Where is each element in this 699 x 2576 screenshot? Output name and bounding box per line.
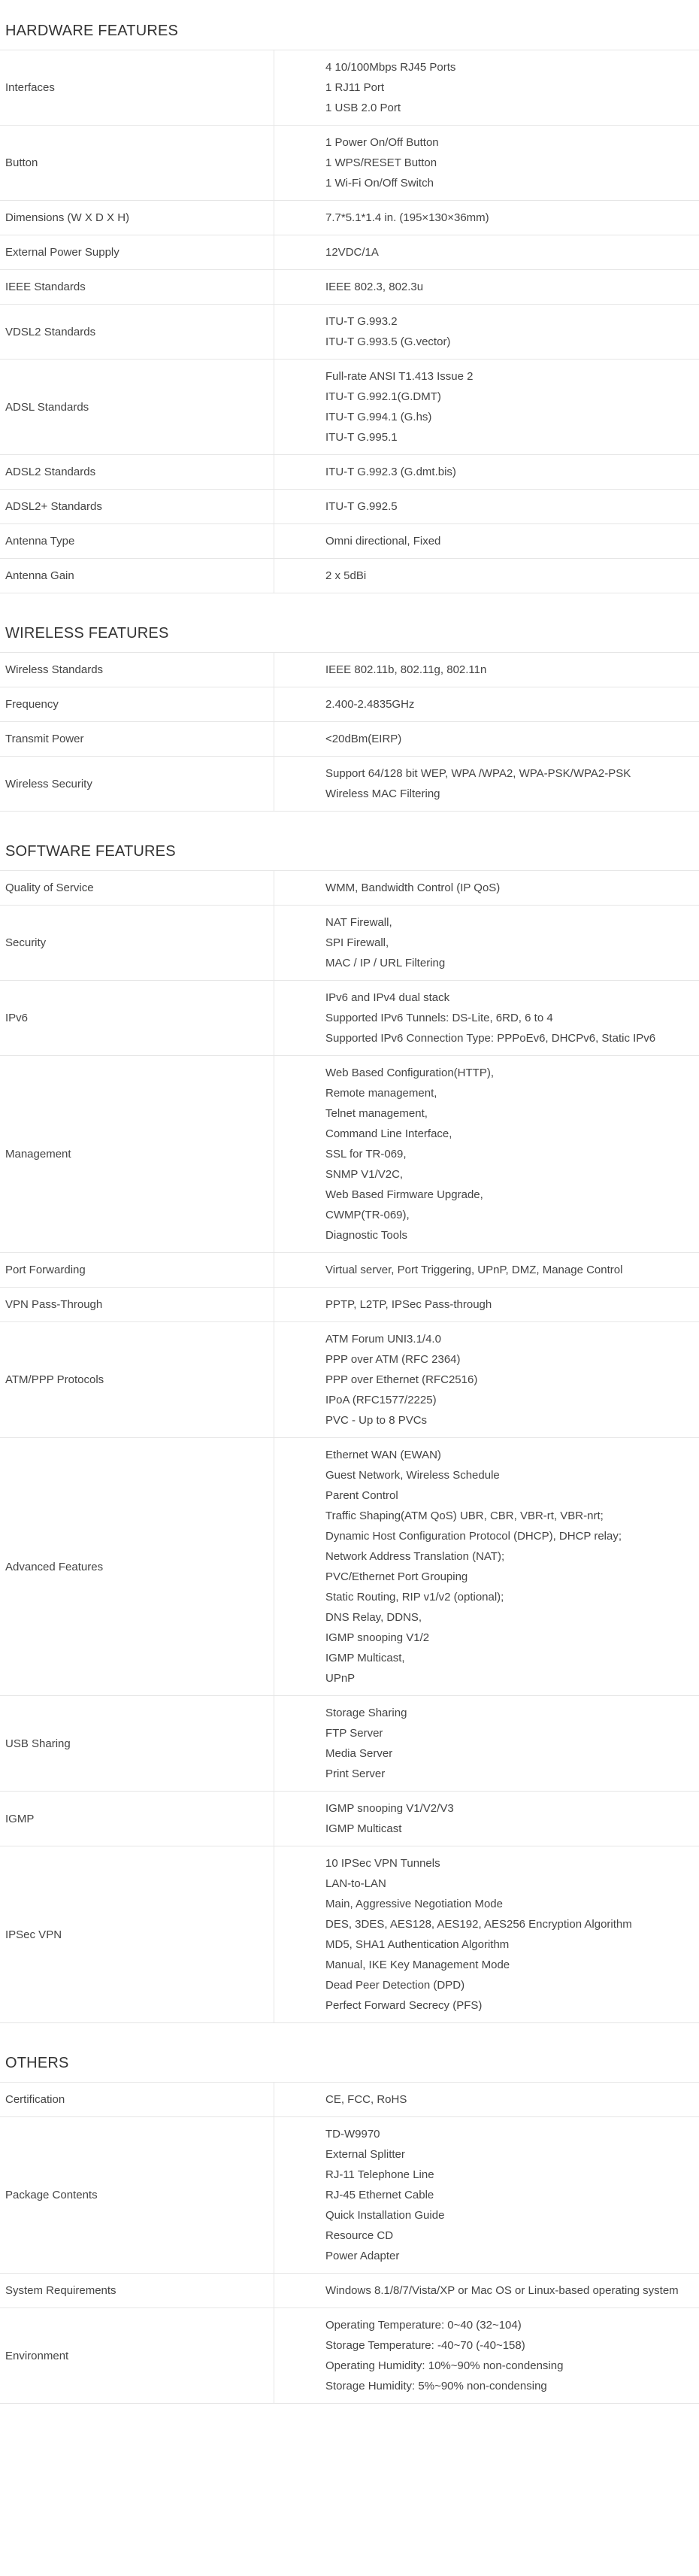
spec-label: Wireless Security [0, 757, 274, 812]
spec-value [274, 270, 699, 305]
spec-value-line: Diagnostic Tools [325, 1229, 407, 1242]
spec-value-line: Storage Temperature: -40~70 (-40~158) [325, 2339, 525, 2352]
spec-value-line: 2.400-2.4835GHz [325, 698, 415, 711]
spec-value [274, 559, 699, 593]
spec-row [0, 126, 699, 201]
spec-row [0, 455, 699, 490]
spec-row [0, 2274, 699, 2308]
spec-value-line: 1 RJ11 Port [325, 81, 385, 94]
spec-value-line: WMM, Bandwidth Control (IP QoS) [325, 881, 501, 894]
spec-row [0, 981, 699, 1056]
spec-value [274, 1846, 699, 2023]
spec-row [0, 1696, 699, 1792]
spec-value-line: Main, Aggressive Negotiation Mode [325, 1898, 503, 1910]
spec-label: Interfaces [0, 50, 274, 126]
spec-row [0, 1438, 699, 1696]
spec-value-line: IPv6 and IPv4 dual stack [325, 991, 450, 1004]
spec-label: Environment [0, 2308, 274, 2404]
spec-value-line: ITU-T G.992.3 (G.dmt.bis) [325, 466, 456, 478]
spec-value [274, 981, 699, 1056]
spec-value-line: PPP over Ethernet (RFC2516) [325, 1373, 478, 1386]
spec-row [0, 906, 699, 981]
section-title: OTHERS [0, 2023, 699, 2083]
spec-value [274, 235, 699, 270]
spec-value-line: Operating Temperature: 0~40 (32~104) [325, 2319, 522, 2332]
spec-value [274, 1322, 699, 1438]
spec-value [274, 490, 699, 524]
spec-label: Antenna Type [0, 524, 274, 559]
spec-row [0, 757, 699, 812]
spec-value-line: Network Address Translation (NAT); [325, 1550, 505, 1563]
spec-row [0, 1056, 699, 1253]
spec-value-line: ITU-T G.993.2 [325, 315, 398, 328]
spec-label: ADSL2 Standards [0, 455, 274, 490]
spec-table [0, 653, 699, 812]
spec-value-line: 1 USB 2.0 Port [325, 102, 401, 114]
spec-label: Quality of Service [0, 871, 274, 906]
spec-label: IPSec VPN [0, 1846, 274, 2023]
spec-value-line: Remote management, [325, 1087, 437, 1100]
spec-value-line: MD5, SHA1 Authentication Algorithm [325, 1938, 510, 1951]
spec-row [0, 2083, 699, 2117]
spec-value-line: Media Server [325, 1747, 393, 1760]
spec-value [274, 2117, 699, 2274]
spec-value-line: Wireless MAC Filtering [325, 787, 440, 800]
spec-label: Wireless Standards [0, 653, 274, 687]
spec-value [274, 653, 699, 687]
spec-value-line: RJ-45 Ethernet Cable [325, 2189, 434, 2201]
spec-row [0, 687, 699, 722]
spec-value-line: DNS Relay, DDNS, [325, 1611, 422, 1624]
spec-value-line: FTP Server [325, 1727, 383, 1740]
spec-value [274, 2308, 699, 2404]
spec-label: System Requirements [0, 2274, 274, 2308]
spec-row [0, 201, 699, 235]
spec-value-line: 1 WPS/RESET Button [325, 156, 437, 169]
spec-value [274, 1792, 699, 1846]
spec-value-line: Print Server [325, 1767, 386, 1780]
spec-value-line: NAT Firewall, [325, 916, 392, 929]
spec-value-line: 4 10/100Mbps RJ45 Ports [325, 61, 456, 74]
spec-value-line: IGMP Multicast, [325, 1652, 405, 1664]
spec-value-line: ITU-T G.993.5 (G.vector) [325, 335, 451, 348]
spec-value-line: Parent Control [325, 1489, 398, 1502]
spec-value-line: Static Routing, RIP v1/v2 (optional); [325, 1591, 504, 1604]
spec-value-line: Resource CD [325, 2229, 394, 2242]
spec-value-line: Web Based Configuration(HTTP), [325, 1067, 494, 1079]
spec-value-line: 2 x 5dBi [325, 569, 367, 582]
spec-row [0, 2117, 699, 2274]
spec-row [0, 1846, 699, 2023]
spec-value-line: IEEE 802.3, 802.3u [325, 281, 424, 293]
spec-value-line: Ethernet WAN (EWAN) [325, 1449, 441, 1461]
spec-value [274, 1253, 699, 1288]
spec-value-line: ITU-T G.995.1 [325, 431, 398, 444]
spec-value-line: ATM Forum UNI3.1/4.0 [325, 1333, 441, 1346]
spec-label: Transmit Power [0, 722, 274, 757]
spec-value-line: PPP over ATM (RFC 2364) [325, 1353, 461, 1366]
spec-row [0, 1322, 699, 1438]
spec-label: IEEE Standards [0, 270, 274, 305]
section-title: WIRELESS FEATURES [0, 593, 699, 653]
spec-value-line: Virtual server, Port Triggering, UPnP, DMZ, Manage Control [325, 1264, 623, 1276]
spec-value [274, 524, 699, 559]
spec-value [274, 1288, 699, 1322]
spec-value-line: ITU-T G.994.1 (G.hs) [325, 411, 432, 423]
spec-label: Dimensions (W X D X H) [0, 201, 274, 235]
spec-value [274, 1438, 699, 1696]
spec-row [0, 871, 699, 906]
spec-value-line: 1 Power On/Off Button [325, 136, 439, 149]
spec-row [0, 50, 699, 126]
spec-row [0, 1288, 699, 1322]
spec-label: ADSL Standards [0, 360, 274, 455]
spec-row [0, 490, 699, 524]
spec-value-line: Dead Peer Detection (DPD) [325, 1979, 465, 1992]
spec-label: Certification [0, 2083, 274, 2117]
spec-value-line: Traffic Shaping(ATM QoS) UBR, CBR, VBR-rt, VBR-nrt; [325, 1509, 604, 1522]
spec-label: VPN Pass-Through [0, 1288, 274, 1322]
spec-value-line: TD-W9970 [325, 2128, 380, 2141]
spec-value-line: 10 IPSec VPN Tunnels [325, 1857, 440, 1870]
spec-value-line: PVC - Up to 8 PVCs [325, 1414, 428, 1427]
spec-value [274, 1696, 699, 1792]
spec-row [0, 235, 699, 270]
spec-value-line: IGMP snooping V1/V2/V3 [325, 1802, 454, 1815]
spec-value-line: Guest Network, Wireless Schedule [325, 1469, 500, 1482]
spec-row [0, 722, 699, 757]
spec-row [0, 305, 699, 360]
spec-value [274, 687, 699, 722]
spec-value-line: Support 64/128 bit WEP, WPA /WPA2, WPA-PSK/WPA2-PSK [325, 767, 631, 780]
spec-value [274, 2083, 699, 2117]
spec-value-line: Quick Installation Guide [325, 2209, 445, 2222]
spec-value-line: Storage Humidity: 5%~90% non-condensing [325, 2380, 547, 2392]
spec-label: Package Contents [0, 2117, 274, 2274]
spec-value-line: RJ-11 Telephone Line [325, 2168, 434, 2181]
spec-label: External Power Supply [0, 235, 274, 270]
spec-row [0, 653, 699, 687]
spec-value [274, 50, 699, 126]
spec-value-line: CWMP(TR-069), [325, 1209, 410, 1221]
spec-value-line: <20dBm(EIRP) [325, 733, 402, 745]
spec-value [274, 305, 699, 360]
spec-value [274, 201, 699, 235]
section-title: SOFTWARE FEATURES [0, 812, 699, 871]
spec-value [274, 126, 699, 201]
spec-row [0, 1792, 699, 1846]
spec-value-line: IGMP Multicast [325, 1822, 402, 1835]
spec-value-line: MAC / IP / URL Filtering [325, 957, 446, 969]
spec-value-line: Supported IPv6 Connection Type: PPPoEv6, DHCPv6, Static IPv6 [325, 1032, 656, 1045]
spec-label: ATM/PPP Protocols [0, 1322, 274, 1438]
spec-row [0, 524, 699, 559]
spec-table [0, 50, 699, 593]
spec-value [274, 360, 699, 455]
spec-value-line: PVC/Ethernet Port Grouping [325, 1570, 468, 1583]
spec-label: Advanced Features [0, 1438, 274, 1696]
spec-value-line: CE, FCC, RoHS [325, 2093, 407, 2106]
spec-value-line: Supported IPv6 Tunnels: DS-Lite, 6RD, 6 to 4 [325, 1012, 553, 1024]
spec-value-line: Telnet management, [325, 1107, 428, 1120]
spec-value-line: IGMP snooping V1/2 [325, 1631, 430, 1644]
spec-value-line: ITU-T G.992.1(G.DMT) [325, 390, 441, 403]
spec-label: ADSL2+ Standards [0, 490, 274, 524]
spec-value [274, 2274, 699, 2308]
spec-value [274, 722, 699, 757]
spec-value-line: Perfect Forward Secrecy (PFS) [325, 1999, 483, 2012]
spec-value [274, 871, 699, 906]
spec-value-line: Dynamic Host Configuration Protocol (DHCP), DHCP relay; [325, 1530, 622, 1543]
spec-value-line: UPnP [325, 1672, 356, 1685]
spec-value-line: 12VDC/1A [325, 246, 379, 259]
spec-row [0, 270, 699, 305]
spec-value-line: 7.7*5.1*1.4 in. (195×130×36mm) [325, 211, 489, 224]
spec-label: VDSL2 Standards [0, 305, 274, 360]
spec-row [0, 559, 699, 593]
spec-row [0, 2308, 699, 2404]
spec-value-line: Windows 8.1/8/7/Vista/XP or Mac OS or Linux-based operating system [325, 2284, 679, 2297]
spec-label: Port Forwarding [0, 1253, 274, 1288]
spec-value-line: PPTP, L2TP, IPSec Pass-through [325, 1298, 492, 1311]
spec-table [0, 871, 699, 2023]
spec-value-line: External Splitter [325, 2148, 405, 2161]
spec-value [274, 1056, 699, 1253]
spec-value [274, 906, 699, 981]
spec-value-line: SNMP V1/V2C, [325, 1168, 404, 1181]
spec-value-line: Operating Humidity: 10%~90% non-condensing [325, 2359, 564, 2372]
spec-label: Security [0, 906, 274, 981]
spec-row [0, 360, 699, 455]
spec-value-line: Command Line Interface, [325, 1127, 452, 1140]
spec-label: Button [0, 126, 274, 201]
spec-value-line: Power Adapter [325, 2250, 400, 2262]
spec-value-line: IPoA (RFC1577/2225) [325, 1394, 437, 1406]
section-title: HARDWARE FEATURES [0, 0, 699, 50]
spec-label: IGMP [0, 1792, 274, 1846]
spec-value-line: IEEE 802.11b, 802.11g, 802.11n [325, 663, 487, 676]
spec-value-line: DES, 3DES, AES128, AES192, AES256 Encryption Algorithm [325, 1918, 632, 1931]
spec-value-line: Web Based Firmware Upgrade, [325, 1188, 483, 1201]
spec-label: IPv6 [0, 981, 274, 1056]
spec-value-line: Omni directional, Fixed [325, 535, 441, 548]
spec-label: Management [0, 1056, 274, 1253]
spec-value-line: SPI Firewall, [325, 936, 389, 949]
spec-value-line: ITU-T G.992.5 [325, 500, 398, 513]
spec-row [0, 1253, 699, 1288]
spec-label: USB Sharing [0, 1696, 274, 1792]
spec-label: Frequency [0, 687, 274, 722]
spec-value-line: Manual, IKE Key Management Mode [325, 1959, 510, 1971]
spec-value-line: SSL for TR-069, [325, 1148, 407, 1161]
spec-value [274, 757, 699, 812]
spec-label: Antenna Gain [0, 559, 274, 593]
spec-value-line: Full-rate ANSI T1.413 Issue 2 [325, 370, 474, 383]
spec-value-line: LAN-to-LAN [325, 1877, 386, 1890]
spec-value [274, 455, 699, 490]
spec-value-line: 1 Wi-Fi On/Off Switch [325, 177, 434, 190]
spec-value-line: Storage Sharing [325, 1707, 407, 1719]
spec-table [0, 2083, 699, 2404]
